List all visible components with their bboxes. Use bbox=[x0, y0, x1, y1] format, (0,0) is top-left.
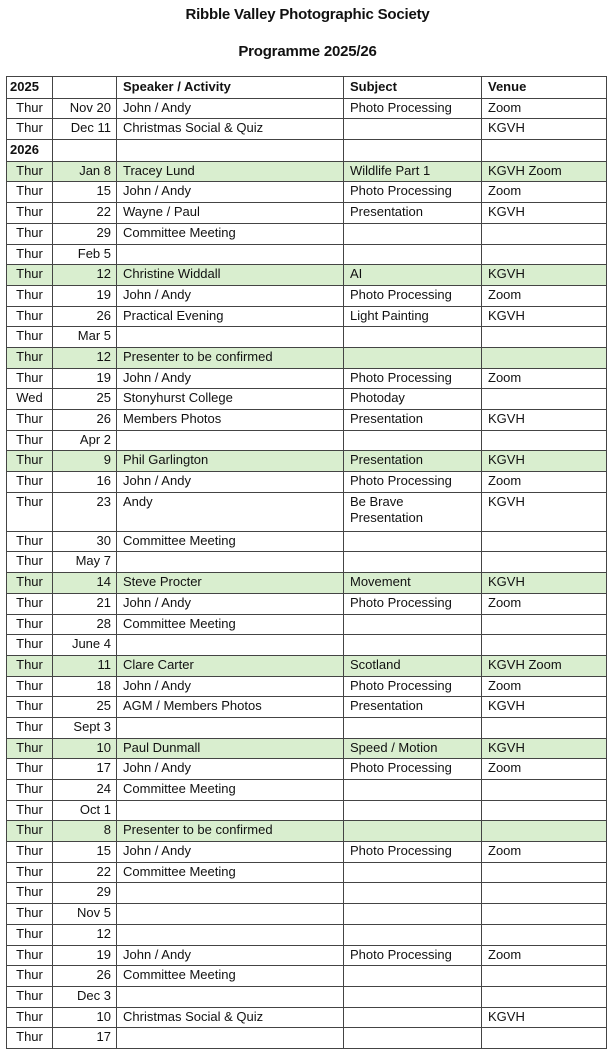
cell-venue bbox=[482, 986, 607, 1007]
cell-venue: Zoom bbox=[482, 676, 607, 697]
empty-cell bbox=[482, 140, 607, 162]
cell-venue bbox=[482, 780, 607, 801]
cell-subject bbox=[344, 966, 482, 987]
cell-speaker: Wayne / Paul bbox=[117, 203, 344, 224]
cell-subject: Wildlife Part 1 bbox=[344, 161, 482, 182]
cell-speaker: Committee Meeting bbox=[117, 531, 344, 552]
cell-subject bbox=[344, 327, 482, 348]
cell-date: Dec 11 bbox=[53, 119, 117, 140]
cell-venue bbox=[482, 244, 607, 265]
cell-venue: KGVH bbox=[482, 306, 607, 327]
cell-date: 23 bbox=[53, 492, 117, 531]
cell-speaker: Christmas Social & Quiz bbox=[117, 119, 344, 140]
cell-speaker bbox=[117, 244, 344, 265]
cell-speaker: Christine Widdall bbox=[117, 265, 344, 286]
cell-subject: Be Brave Presentation bbox=[344, 492, 482, 531]
cell-day: Thur bbox=[7, 285, 53, 306]
cell-venue: KGVH bbox=[482, 451, 607, 472]
table-row bbox=[7, 573, 607, 594]
cell-venue bbox=[482, 717, 607, 738]
cell-day: Thur bbox=[7, 1028, 53, 1049]
cell-date: Apr 2 bbox=[53, 430, 117, 451]
cell-day: Thur bbox=[7, 862, 53, 883]
cell-venue: KGVH Zoom bbox=[482, 161, 607, 182]
cell-date: 15 bbox=[53, 182, 117, 203]
cell-day: Thur bbox=[7, 593, 53, 614]
cell-day: Thur bbox=[7, 717, 53, 738]
cell-speaker: John / Andy bbox=[117, 98, 344, 119]
table-row bbox=[7, 368, 607, 389]
cell-speaker bbox=[117, 883, 344, 904]
cell-day: Thur bbox=[7, 119, 53, 140]
cell-day: Thur bbox=[7, 161, 53, 182]
cell-day: Thur bbox=[7, 492, 53, 531]
cell-speaker: Stonyhurst College bbox=[117, 389, 344, 410]
cell-day: Thur bbox=[7, 265, 53, 286]
table-row bbox=[7, 306, 607, 327]
table-row bbox=[7, 862, 607, 883]
cell-venue bbox=[482, 614, 607, 635]
cell-venue bbox=[482, 1028, 607, 1049]
table-row bbox=[7, 924, 607, 945]
cell-date: 15 bbox=[53, 842, 117, 863]
cell-speaker: Paul Dunmall bbox=[117, 738, 344, 759]
cell-date: 19 bbox=[53, 945, 117, 966]
cell-venue bbox=[482, 430, 607, 451]
table-row bbox=[7, 430, 607, 451]
cell-speaker: Presenter to be confirmed bbox=[117, 821, 344, 842]
table-row bbox=[7, 759, 607, 780]
cell-venue: Zoom bbox=[482, 98, 607, 119]
cell-date: 22 bbox=[53, 203, 117, 224]
cell-venue bbox=[482, 800, 607, 821]
cell-speaker: John / Andy bbox=[117, 285, 344, 306]
table-row bbox=[7, 410, 607, 431]
cell-subject bbox=[344, 821, 482, 842]
cell-day: Thur bbox=[7, 98, 53, 119]
cell-venue: KGVH bbox=[482, 492, 607, 531]
cell-date: 11 bbox=[53, 655, 117, 676]
cell-subject bbox=[344, 904, 482, 925]
cell-venue: Zoom bbox=[482, 759, 607, 780]
cell-date: Mar 5 bbox=[53, 327, 117, 348]
cell-subject: Presentation bbox=[344, 410, 482, 431]
cell-day: Thur bbox=[7, 223, 53, 244]
cell-day: Thur bbox=[7, 924, 53, 945]
table-row bbox=[7, 842, 607, 863]
table-row bbox=[7, 697, 607, 718]
cell-speaker: Practical Evening bbox=[117, 306, 344, 327]
cell-date: Feb 5 bbox=[53, 244, 117, 265]
cell-subject bbox=[344, 883, 482, 904]
empty-cell bbox=[53, 140, 117, 162]
cell-date: 24 bbox=[53, 780, 117, 801]
cell-speaker bbox=[117, 800, 344, 821]
cell-subject bbox=[344, 780, 482, 801]
table-row bbox=[7, 327, 607, 348]
cell-subject: Photoday bbox=[344, 389, 482, 410]
cell-venue bbox=[482, 223, 607, 244]
cell-date: Jan 8 bbox=[53, 161, 117, 182]
cell-venue bbox=[482, 531, 607, 552]
cell-subject bbox=[344, 430, 482, 451]
cell-date: 25 bbox=[53, 389, 117, 410]
cell-subject bbox=[344, 862, 482, 883]
cell-venue bbox=[482, 821, 607, 842]
cell-date: 12 bbox=[53, 265, 117, 286]
cell-venue bbox=[482, 904, 607, 925]
cell-date: 12 bbox=[53, 924, 117, 945]
table-row bbox=[7, 593, 607, 614]
table-row bbox=[7, 800, 607, 821]
cell-day: Thur bbox=[7, 451, 53, 472]
year-separator-row bbox=[7, 140, 607, 162]
table-row bbox=[7, 821, 607, 842]
cell-venue bbox=[482, 327, 607, 348]
cell-subject: Speed / Motion bbox=[344, 738, 482, 759]
cell-subject: Scotland bbox=[344, 655, 482, 676]
cell-day: Thur bbox=[7, 552, 53, 573]
cell-venue bbox=[482, 552, 607, 573]
cell-subject bbox=[344, 614, 482, 635]
cell-date: Oct 1 bbox=[53, 800, 117, 821]
cell-speaker: AGM / Members Photos bbox=[117, 697, 344, 718]
table-row bbox=[7, 492, 607, 531]
cell-speaker: John / Andy bbox=[117, 593, 344, 614]
cell-date: 30 bbox=[53, 531, 117, 552]
table-row bbox=[7, 904, 607, 925]
cell-speaker bbox=[117, 552, 344, 573]
cell-day: Thur bbox=[7, 531, 53, 552]
cell-date: 10 bbox=[53, 1007, 117, 1028]
cell-speaker: Committee Meeting bbox=[117, 223, 344, 244]
cell-speaker: Tracey Lund bbox=[117, 161, 344, 182]
table-row bbox=[7, 986, 607, 1007]
table-row bbox=[7, 389, 607, 410]
cell-date: 26 bbox=[53, 410, 117, 431]
cell-subject: Presentation bbox=[344, 203, 482, 224]
cell-subject: Photo Processing bbox=[344, 285, 482, 306]
cell-day: Thur bbox=[7, 203, 53, 224]
cell-venue: Zoom bbox=[482, 945, 607, 966]
cell-day: Thur bbox=[7, 472, 53, 493]
cell-day: Thur bbox=[7, 676, 53, 697]
table-row bbox=[7, 472, 607, 493]
cell-speaker bbox=[117, 986, 344, 1007]
cell-speaker bbox=[117, 1028, 344, 1049]
cell-day: Thur bbox=[7, 614, 53, 635]
cell-date: 19 bbox=[53, 285, 117, 306]
cell-speaker: Christmas Social & Quiz bbox=[117, 1007, 344, 1028]
cell-day: Thur bbox=[7, 697, 53, 718]
cell-speaker bbox=[117, 430, 344, 451]
table-row bbox=[7, 552, 607, 573]
cell-day: Thur bbox=[7, 410, 53, 431]
cell-venue: KGVH Zoom bbox=[482, 655, 607, 676]
cell-date: 17 bbox=[53, 759, 117, 780]
cell-speaker: John / Andy bbox=[117, 368, 344, 389]
table-row bbox=[7, 182, 607, 203]
table-row bbox=[7, 1028, 607, 1049]
cell-day: Thur bbox=[7, 1007, 53, 1028]
cell-day: Thur bbox=[7, 655, 53, 676]
cell-speaker bbox=[117, 327, 344, 348]
table-row bbox=[7, 738, 607, 759]
table-row bbox=[7, 265, 607, 286]
cell-date: 21 bbox=[53, 593, 117, 614]
cell-venue: Zoom bbox=[482, 285, 607, 306]
cell-venue: KGVH bbox=[482, 265, 607, 286]
empty-cell bbox=[117, 140, 344, 162]
cell-subject bbox=[344, 924, 482, 945]
cell-date: 19 bbox=[53, 368, 117, 389]
table-row bbox=[7, 98, 607, 119]
document-title: Ribble Valley Photographic Society bbox=[185, 6, 430, 23]
cell-day: Thur bbox=[7, 883, 53, 904]
cell-day: Thur bbox=[7, 800, 53, 821]
cell-venue: Zoom bbox=[482, 472, 607, 493]
cell-venue: KGVH bbox=[482, 738, 607, 759]
cell-date: 28 bbox=[53, 614, 117, 635]
table-header-row bbox=[7, 77, 607, 99]
cell-subject bbox=[344, 635, 482, 656]
table-row bbox=[7, 614, 607, 635]
cell-date: June 4 bbox=[53, 635, 117, 656]
cell-date: 8 bbox=[53, 821, 117, 842]
cell-subject bbox=[344, 1028, 482, 1049]
cell-date: 9 bbox=[53, 451, 117, 472]
cell-speaker: Committee Meeting bbox=[117, 780, 344, 801]
cell-venue: Zoom bbox=[482, 593, 607, 614]
table-row bbox=[7, 285, 607, 306]
table-row bbox=[7, 676, 607, 697]
header-venue: Venue bbox=[482, 77, 607, 99]
cell-speaker: Clare Carter bbox=[117, 655, 344, 676]
cell-subject bbox=[344, 119, 482, 140]
cell-date: 26 bbox=[53, 306, 117, 327]
cell-venue bbox=[482, 924, 607, 945]
cell-subject: Photo Processing bbox=[344, 676, 482, 697]
table-row bbox=[7, 883, 607, 904]
cell-date: 18 bbox=[53, 676, 117, 697]
cell-day: Thur bbox=[7, 842, 53, 863]
cell-date: Nov 5 bbox=[53, 904, 117, 925]
cell-date: Nov 20 bbox=[53, 98, 117, 119]
table-row bbox=[7, 635, 607, 656]
table-row bbox=[7, 161, 607, 182]
cell-venue bbox=[482, 389, 607, 410]
cell-speaker: Phil Garlington bbox=[117, 451, 344, 472]
cell-date: 17 bbox=[53, 1028, 117, 1049]
cell-speaker: John / Andy bbox=[117, 842, 344, 863]
cell-speaker bbox=[117, 924, 344, 945]
cell-venue bbox=[482, 635, 607, 656]
cell-subject: Light Painting bbox=[344, 306, 482, 327]
cell-subject bbox=[344, 800, 482, 821]
table-row bbox=[7, 780, 607, 801]
cell-date: May 7 bbox=[53, 552, 117, 573]
cell-subject: Photo Processing bbox=[344, 472, 482, 493]
cell-speaker bbox=[117, 904, 344, 925]
cell-date: 22 bbox=[53, 862, 117, 883]
cell-subject: Photo Processing bbox=[344, 182, 482, 203]
cell-subject bbox=[344, 717, 482, 738]
table-row bbox=[7, 244, 607, 265]
cell-venue: KGVH bbox=[482, 573, 607, 594]
table-row bbox=[7, 1007, 607, 1028]
header-speaker: Speaker / Activity bbox=[117, 77, 344, 99]
cell-day: Thur bbox=[7, 327, 53, 348]
cell-date: Sept 3 bbox=[53, 717, 117, 738]
cell-subject bbox=[344, 347, 482, 368]
cell-day: Thur bbox=[7, 904, 53, 925]
cell-subject: Photo Processing bbox=[344, 945, 482, 966]
header-subject: Subject bbox=[344, 77, 482, 99]
cell-speaker bbox=[117, 635, 344, 656]
empty-cell bbox=[344, 140, 482, 162]
table-row bbox=[7, 347, 607, 368]
cell-speaker: Committee Meeting bbox=[117, 862, 344, 883]
cell-day: Thur bbox=[7, 759, 53, 780]
cell-subject: Presentation bbox=[344, 697, 482, 718]
cell-date: 10 bbox=[53, 738, 117, 759]
cell-speaker: John / Andy bbox=[117, 759, 344, 780]
cell-subject: Movement bbox=[344, 573, 482, 594]
cell-venue: KGVH bbox=[482, 697, 607, 718]
table-row bbox=[7, 119, 607, 140]
cell-subject: Presentation bbox=[344, 451, 482, 472]
cell-date: 29 bbox=[53, 223, 117, 244]
cell-day: Thur bbox=[7, 821, 53, 842]
cell-venue: KGVH bbox=[482, 1007, 607, 1028]
cell-venue: Zoom bbox=[482, 368, 607, 389]
cell-day: Thur bbox=[7, 368, 53, 389]
cell-subject bbox=[344, 552, 482, 573]
cell-venue bbox=[482, 966, 607, 987]
cell-date: 26 bbox=[53, 966, 117, 987]
cell-day: Thur bbox=[7, 986, 53, 1007]
cell-venue: KGVH bbox=[482, 119, 607, 140]
table-row bbox=[7, 531, 607, 552]
table-row bbox=[7, 655, 607, 676]
cell-day: Thur bbox=[7, 945, 53, 966]
cell-subject: Photo Processing bbox=[344, 759, 482, 780]
cell-day: Thur bbox=[7, 635, 53, 656]
cell-speaker: Committee Meeting bbox=[117, 966, 344, 987]
cell-subject: Photo Processing bbox=[344, 368, 482, 389]
table-row bbox=[7, 717, 607, 738]
cell-date: 14 bbox=[53, 573, 117, 594]
cell-subject bbox=[344, 986, 482, 1007]
cell-venue bbox=[482, 862, 607, 883]
cell-day: Thur bbox=[7, 347, 53, 368]
cell-speaker: Committee Meeting bbox=[117, 614, 344, 635]
header-year: 2025 bbox=[7, 77, 53, 99]
cell-venue: Zoom bbox=[482, 842, 607, 863]
cell-venue: KGVH bbox=[482, 203, 607, 224]
cell-subject: Photo Processing bbox=[344, 98, 482, 119]
cell-venue bbox=[482, 883, 607, 904]
cell-date: 25 bbox=[53, 697, 117, 718]
cell-day: Wed bbox=[7, 389, 53, 410]
cell-subject bbox=[344, 1007, 482, 1028]
cell-speaker: Steve Procter bbox=[117, 573, 344, 594]
cell-day: Thur bbox=[7, 780, 53, 801]
cell-speaker: Members Photos bbox=[117, 410, 344, 431]
cell-date: 12 bbox=[53, 347, 117, 368]
cell-speaker: John / Andy bbox=[117, 472, 344, 493]
table-row bbox=[7, 203, 607, 224]
cell-venue: Zoom bbox=[482, 182, 607, 203]
table-row bbox=[7, 223, 607, 244]
programme-table bbox=[6, 76, 607, 1049]
cell-day: Thur bbox=[7, 244, 53, 265]
cell-speaker bbox=[117, 717, 344, 738]
document-subtitle: Programme 2025/26 bbox=[238, 43, 377, 60]
cell-day: Thur bbox=[7, 966, 53, 987]
cell-subject bbox=[344, 223, 482, 244]
cell-day: Thur bbox=[7, 738, 53, 759]
cell-subject bbox=[344, 531, 482, 552]
cell-date: 29 bbox=[53, 883, 117, 904]
header-date bbox=[53, 77, 117, 99]
cell-day: Thur bbox=[7, 430, 53, 451]
cell-venue: KGVH bbox=[482, 410, 607, 431]
cell-day: Thur bbox=[7, 573, 53, 594]
cell-day: Thur bbox=[7, 182, 53, 203]
year-label: 2026 bbox=[7, 140, 53, 162]
cell-subject: Photo Processing bbox=[344, 842, 482, 863]
cell-subject bbox=[344, 244, 482, 265]
cell-speaker: John / Andy bbox=[117, 676, 344, 697]
cell-speaker: Presenter to be confirmed bbox=[117, 347, 344, 368]
cell-date: Dec 3 bbox=[53, 986, 117, 1007]
table-row bbox=[7, 451, 607, 472]
cell-subject: AI bbox=[344, 265, 482, 286]
cell-day: Thur bbox=[7, 306, 53, 327]
table-row bbox=[7, 945, 607, 966]
cell-speaker: John / Andy bbox=[117, 182, 344, 203]
cell-speaker: Andy bbox=[117, 492, 344, 531]
cell-speaker: John / Andy bbox=[117, 945, 344, 966]
cell-subject: Photo Processing bbox=[344, 593, 482, 614]
cell-venue bbox=[482, 347, 607, 368]
table-row bbox=[7, 966, 607, 987]
cell-date: 16 bbox=[53, 472, 117, 493]
